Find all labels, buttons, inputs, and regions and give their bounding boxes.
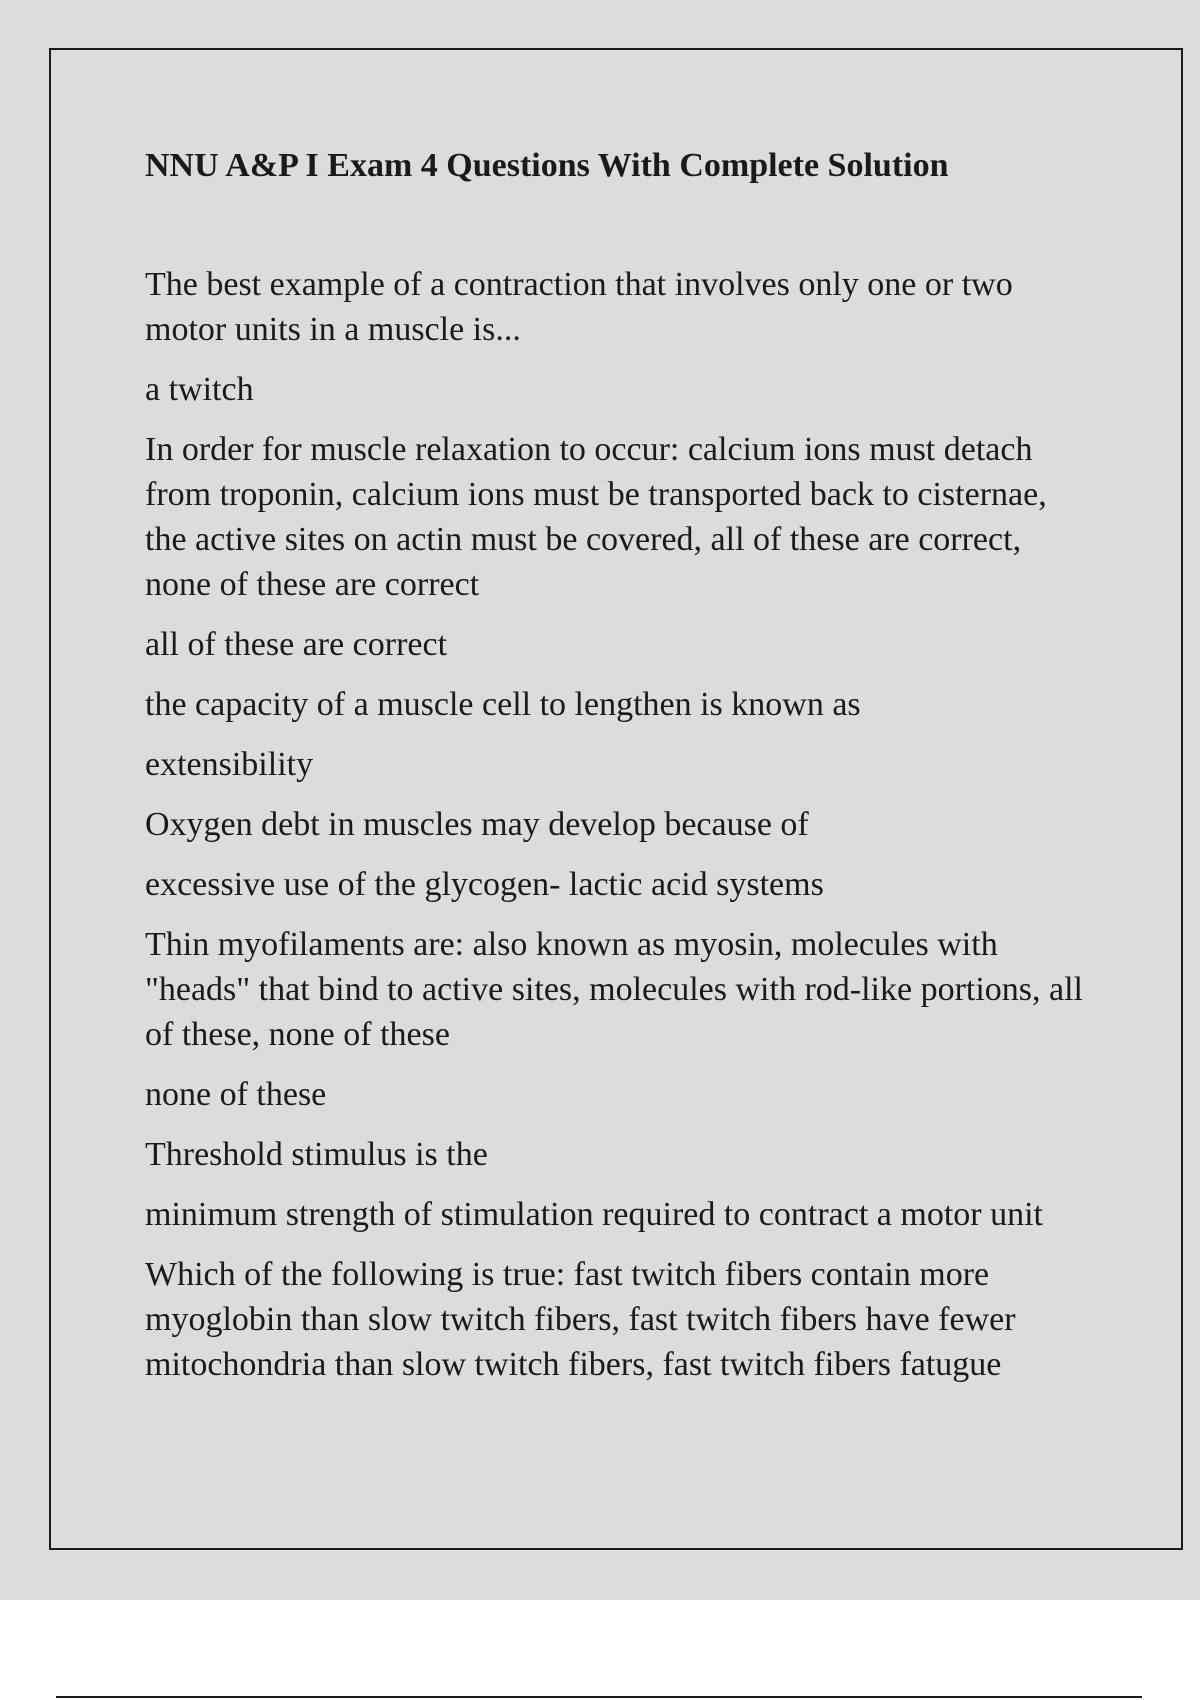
answer-4: excessive use of the glycogen- lactic acid systems [145,866,824,903]
question-3: the capacity of a muscle cell to lengthen is known as [145,686,861,723]
document-title: NNU A&P I Exam 4 Questions With Complete Solution [145,147,949,184]
question-5: Thin myofilaments are: also known as myosin, molecules with "heads" that bind to active sites, molecules with rod-like portions, all of these, none of these [145,926,1084,1053]
answer-3: extensibility [145,746,314,783]
answer-2: all of these are correct [145,626,448,663]
answer-1: a twitch [145,371,254,408]
question-7: Which of the following is true: fast twitch fibers contain more myoglobin than slow twitch fibers, fast twitch fibers have fewer mitochondria than slow twitch fibers, fast twitch fibers fatugue [145,1256,1016,1383]
question-4: Oxygen debt in muscles may develop because of [145,806,809,843]
footer-divider [56,1696,1142,1698]
question-6: Threshold stimulus is the [145,1136,488,1173]
document-content [145,142,1090,1402]
answer-5: none of these [145,1076,327,1113]
question-1: The best example of a contraction that involves only one or two motor units in a muscle is... [145,266,1013,348]
question-2: In order for muscle relaxation to occur: calcium ions must detach from troponin, calcium ions must be transported back to cisternae, the active sites on actin must be covered, all of these are correct, none of these are correct [145,431,1047,603]
answer-6: minimum strength of stimulation required to contract a motor unit [145,1196,1043,1233]
